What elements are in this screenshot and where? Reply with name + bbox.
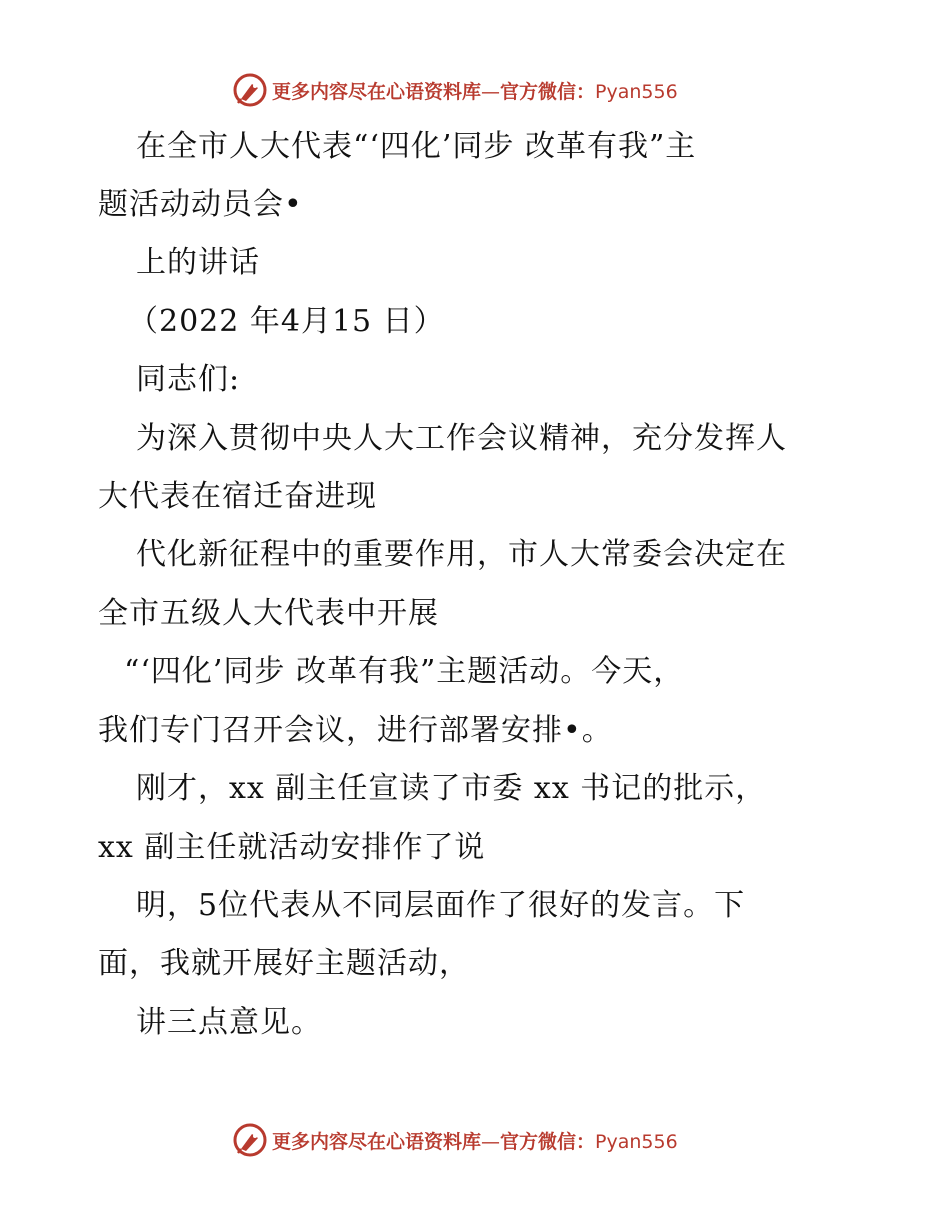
doc-line: 为深入贯彻中央人大工作会议精神，充分发挥人 <box>136 421 787 456</box>
watermark-brand: 更多内容尽在心语资料库 <box>272 1130 482 1153</box>
doc-line: 大代表在宿迁奋进现 <box>98 479 377 514</box>
watermark-handle: Pyan556 <box>595 80 678 103</box>
pen-nib-circle-icon <box>232 1122 268 1158</box>
doc-line: （2022 年4月15 日） <box>128 304 445 339</box>
doc-line: 同志们: <box>136 362 241 397</box>
doc-line: xx 副主任就活动安排作了说 <box>98 830 486 865</box>
doc-line: 讲三点意见。 <box>136 1005 322 1040</box>
doc-line: 我们专门召开会议，进行部署安排•。 <box>98 713 613 748</box>
watermark-brand: 更多内容尽在心语资料库 <box>272 80 482 103</box>
watermark-text <box>272 1127 678 1154</box>
doc-line: 刚才，xx 副主任宣读了市委 xx 书记的批示， <box>136 771 767 806</box>
doc-line: 上的讲话 <box>136 245 260 280</box>
watermark-separator: — <box>481 1130 501 1153</box>
watermark-handle: Pyan556 <box>595 1130 678 1153</box>
watermark-suffix: 官方微信： <box>500 80 596 103</box>
watermark-suffix: 官方微信： <box>500 1130 596 1153</box>
doc-line: 全市五级人大代表中开展 <box>98 596 439 631</box>
doc-line: 题活动动员会• <box>98 187 303 222</box>
doc-line: “‘四化’同步 改革有我”主题活动。今天， <box>124 654 685 689</box>
footer-watermark <box>232 1122 678 1158</box>
watermark-separator: — <box>481 80 501 103</box>
doc-line: 明，5位代表从不同层面作了很好的发言。下 <box>136 888 746 923</box>
doc-line: 面，我就开展好主题活动， <box>98 946 470 981</box>
doc-line: 代化新征程中的重要作用，市人大常委会决定在 <box>136 537 787 572</box>
doc-line: 在全市人大代表“‘四化’同步 改革有我”主 <box>136 129 697 164</box>
